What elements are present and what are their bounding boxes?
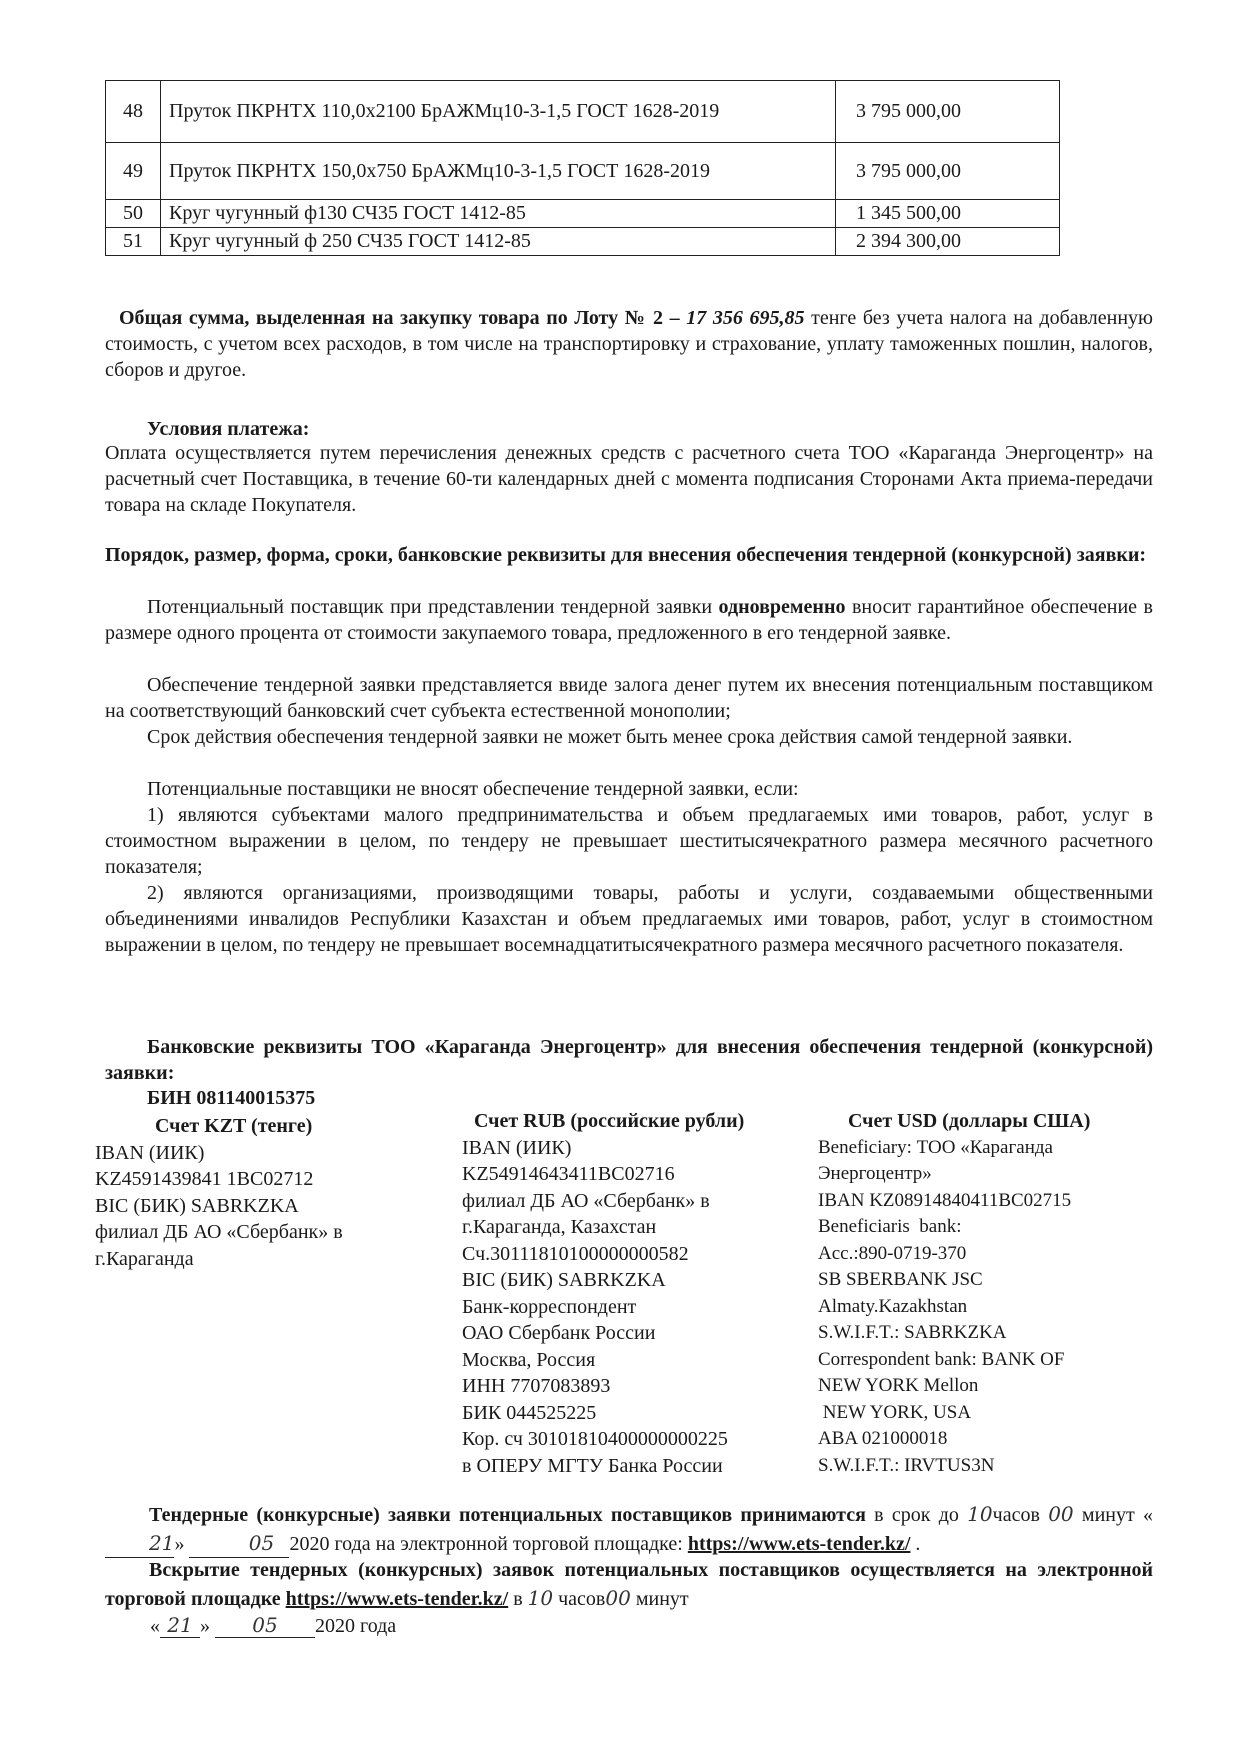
rub-line: Кор. сч 30101810400000000225 — [462, 1428, 728, 1450]
rub-line: БИК 044525225 — [462, 1401, 597, 1424]
deadline-c: часов — [992, 1504, 1040, 1526]
rub-line: Банк-корреспондент — [462, 1295, 637, 1318]
kzt-column — [95, 1113, 425, 1272]
bank-bin: БИН 081140015375 — [147, 1087, 316, 1109]
bank-heading: Банковские реквизиты ТОО «Караганда Энергоцентр» для внесения обеспечения тендерной (конкурсной) заявки: — [105, 1036, 1153, 1084]
kzt-line: г.Караганда — [95, 1247, 194, 1270]
opening-lead: Вскрытие тендерных (конкурсных) заявок потенциальных поставщиков осуществляется на электронной торговой площадке — [105, 1559, 1153, 1610]
security-p1-a: Потенциальный поставщик при представлении тендерной заявки — [147, 596, 719, 618]
items-table — [105, 80, 1060, 256]
usd-line: Correspondent bank: BANK OF — [818, 1348, 1065, 1370]
deadline-day-handwritten: 21 — [105, 1529, 174, 1558]
deadline-url-link[interactable]: https://www.ets-tender.kz/ — [687, 1533, 911, 1555]
row-amount: 2 394 300,00 — [836, 228, 1060, 256]
row-number: 50 — [106, 200, 161, 228]
usd-line: NEW YORK Mellon — [818, 1375, 979, 1396]
row-item-name: Круг чугунный ф 250 СЧ35 ГОСТ 1412-85 — [161, 228, 836, 256]
rub-line: в ОПЕРУ МГТУ Банка России — [462, 1454, 723, 1477]
usd-line: Acc.:890-0719-370 — [818, 1242, 967, 1264]
kzt-line: IBAN (ИИК) — [95, 1141, 205, 1164]
opening-d: минут — [630, 1588, 689, 1610]
total-rest: тенге без учета налога на добавленную стоимость, с учетом всех расходов, в том числе на транспортировку и страхование, уплату таможенных пошлин, налогов, сборов и другое. — [105, 307, 1154, 381]
total-amount: 17 356 695,85 — [686, 307, 805, 329]
opening-hours-handwritten: 10 — [527, 1586, 554, 1610]
rub-line: Москва, Россия — [462, 1348, 596, 1371]
kzt-title: Счет KZT (тенге) — [155, 1115, 313, 1137]
usd-title: Счет USD (доллары США) — [848, 1110, 1091, 1132]
row-item-name: Круг чугунный ф130 СЧ35 ГОСТ 1412-85 — [161, 200, 836, 228]
table-row — [106, 228, 1060, 256]
opening-paragraph — [105, 1556, 1153, 1613]
deadline-paragraph — [105, 1500, 1153, 1558]
usd-line: S.W.I.F.T.: SABRKZKA — [818, 1322, 1007, 1343]
opening-url-link[interactable]: https://www.ets-tender.kz/ — [285, 1588, 509, 1610]
rub-line: г.Караганда, Казахстан — [462, 1216, 657, 1238]
opening-date — [150, 1613, 396, 1638]
security-p4: Потенциальные поставщики не вносят обеспечение тендерной заявки, если: — [147, 778, 799, 800]
rub-line: KZ54914643411BC02716 — [462, 1163, 675, 1185]
kzt-line: KZ4591439841 1BC02712 — [95, 1168, 314, 1190]
rub-column — [462, 1108, 792, 1479]
row-number: 48 — [106, 81, 161, 143]
security-p1 — [105, 594, 1153, 646]
rub-title: Счет RUB (российские рубли) — [474, 1110, 745, 1132]
deadline-minutes-handwritten: 00 — [1048, 1502, 1074, 1526]
usd-column — [818, 1108, 1148, 1479]
security-p5: 1) являются субъектами малого предпринимательства и объем предлагаемых ими товаров, работ, услуг в стоимостном выражении в целом, по тендеру не превышает шеститысячекратного размера месячного расчетного показателя; — [105, 804, 1153, 878]
rub-line: Сч.30111810100000000582 — [462, 1242, 689, 1265]
rub-line: филиал ДБ АО «Сбербанк» в — [462, 1189, 710, 1212]
payment-text: Оплата осуществляется путем перечисления денежных средств с расчетного счета ТОО «Караганда Энергоцентр» на расчетный счет Поставщика, в течение 60-ти календарных дней с момента подписания Сторонами Акта приема-передачи товара на складе Покупателя. — [105, 442, 1153, 516]
usd-line: Beneficiary: ТОО «Караганда — [818, 1136, 1053, 1158]
deadline-d: минут « — [1073, 1504, 1154, 1526]
kzt-line: филиал ДБ АО «Сбербанк» в — [95, 1221, 343, 1243]
deadline-lead: Тендерные (конкурсные) заявки потенциальных поставщиков принимаются — [149, 1504, 866, 1526]
table-row — [106, 143, 1060, 200]
rub-line: BIC (БИК) SABRKZKA — [462, 1269, 666, 1291]
usd-line: S.W.I.F.T.: IRVTUS3N — [818, 1454, 995, 1476]
security-p2: Обеспечение тендерной заявки представляется ввиде залога денег путем их внесения потенциальным поставщиком на соответствующий банковский счет субъекта естественной монополии; — [105, 674, 1153, 722]
usd-line: SB SBERBANK JSC — [818, 1269, 983, 1290]
total-paragraph — [105, 305, 1153, 383]
row-amount: 1 345 500,00 — [836, 200, 1060, 228]
row-amount: 3 795 000,00 — [836, 143, 1060, 200]
table-row — [106, 81, 1060, 143]
security-p6: 2) являются организациями, производящими товары, работы и услуги, создаваемыми общественными объединениями инвалидов Республики Казахстан и объем предлагаемых ими товаров, работ, услуг в стоимостном выражении в целом, по тендеру не превышает восемнадцатитысячекратного размера месячного расчетного показателя. — [105, 882, 1153, 956]
kzt-line: BIC (БИК) SABRKZKA — [95, 1194, 299, 1217]
rub-line: IBAN (ИИК) — [462, 1136, 572, 1159]
security-p1-b: вносит гарантийное обеспечение в размере одного процента от стоимости закупаемого товара, предложенного в его тендерной заявке. — [105, 596, 1153, 644]
security-heading: Порядок, размер, форма, сроки, банковские реквизиты для внесения обеспечения тендерной (конкурсной) заявки: — [105, 544, 1147, 566]
rub-line: ИНН 7707083893 — [462, 1375, 611, 1397]
deadline-b: в срок до — [865, 1504, 968, 1526]
deadline-month-handwritten: 05 — [189, 1529, 289, 1558]
usd-line: Almaty.Kazakhstan — [818, 1295, 968, 1317]
security-p3: Срок действия обеспечения тендерной заявки не может быть менее срока действия самой тендерной заявки. — [147, 726, 1073, 748]
usd-line: IBAN KZ08914840411BC02715 — [818, 1189, 1072, 1211]
table-row — [106, 200, 1060, 228]
deadline-f: 2020 года на электронной торговой площадке: — [289, 1533, 688, 1555]
row-number: 51 — [106, 228, 161, 256]
deadline-g: . — [910, 1533, 921, 1555]
opening-c: часов — [553, 1588, 606, 1610]
opening-f: » — [200, 1615, 215, 1637]
opening-e: « — [150, 1615, 160, 1637]
deadline-hours-handwritten: 10 — [967, 1502, 993, 1526]
opening-day-handwritten: 21 — [160, 1613, 200, 1638]
total-lead: Общая сумма, выделенная на закупку товара по Лоту № 2 – — [119, 307, 680, 329]
security-p1-bold: одновременно — [718, 596, 846, 618]
opening-month-handwritten: 05 — [215, 1613, 315, 1638]
rub-line: ОАО Сбербанк России — [462, 1322, 656, 1344]
row-number: 49 — [106, 143, 161, 200]
row-item-name: Пруток ПКРНТХ 150,0х750 БрАЖМц10-3-1,5 ГОСТ 1628-2019 — [161, 143, 836, 200]
row-amount: 3 795 000,00 — [836, 81, 1060, 143]
opening-g: 2020 года — [315, 1615, 397, 1637]
payment-heading: Условия платежа: — [147, 418, 310, 440]
deadline-e: » — [174, 1533, 185, 1555]
opening-b: в — [508, 1588, 528, 1610]
usd-line: Энергоцентр» — [818, 1163, 932, 1184]
usd-line: NEW YORK, USA — [818, 1401, 972, 1423]
usd-line: ABA 021000018 — [818, 1428, 948, 1449]
usd-line: Beneficiaris bank: — [818, 1216, 962, 1237]
row-item-name: Пруток ПКРНТХ 110,0х2100 БрАЖМц10-3-1,5 ГОСТ 1628-2019 — [161, 81, 836, 143]
opening-minutes-handwritten: 00 — [605, 1586, 631, 1610]
